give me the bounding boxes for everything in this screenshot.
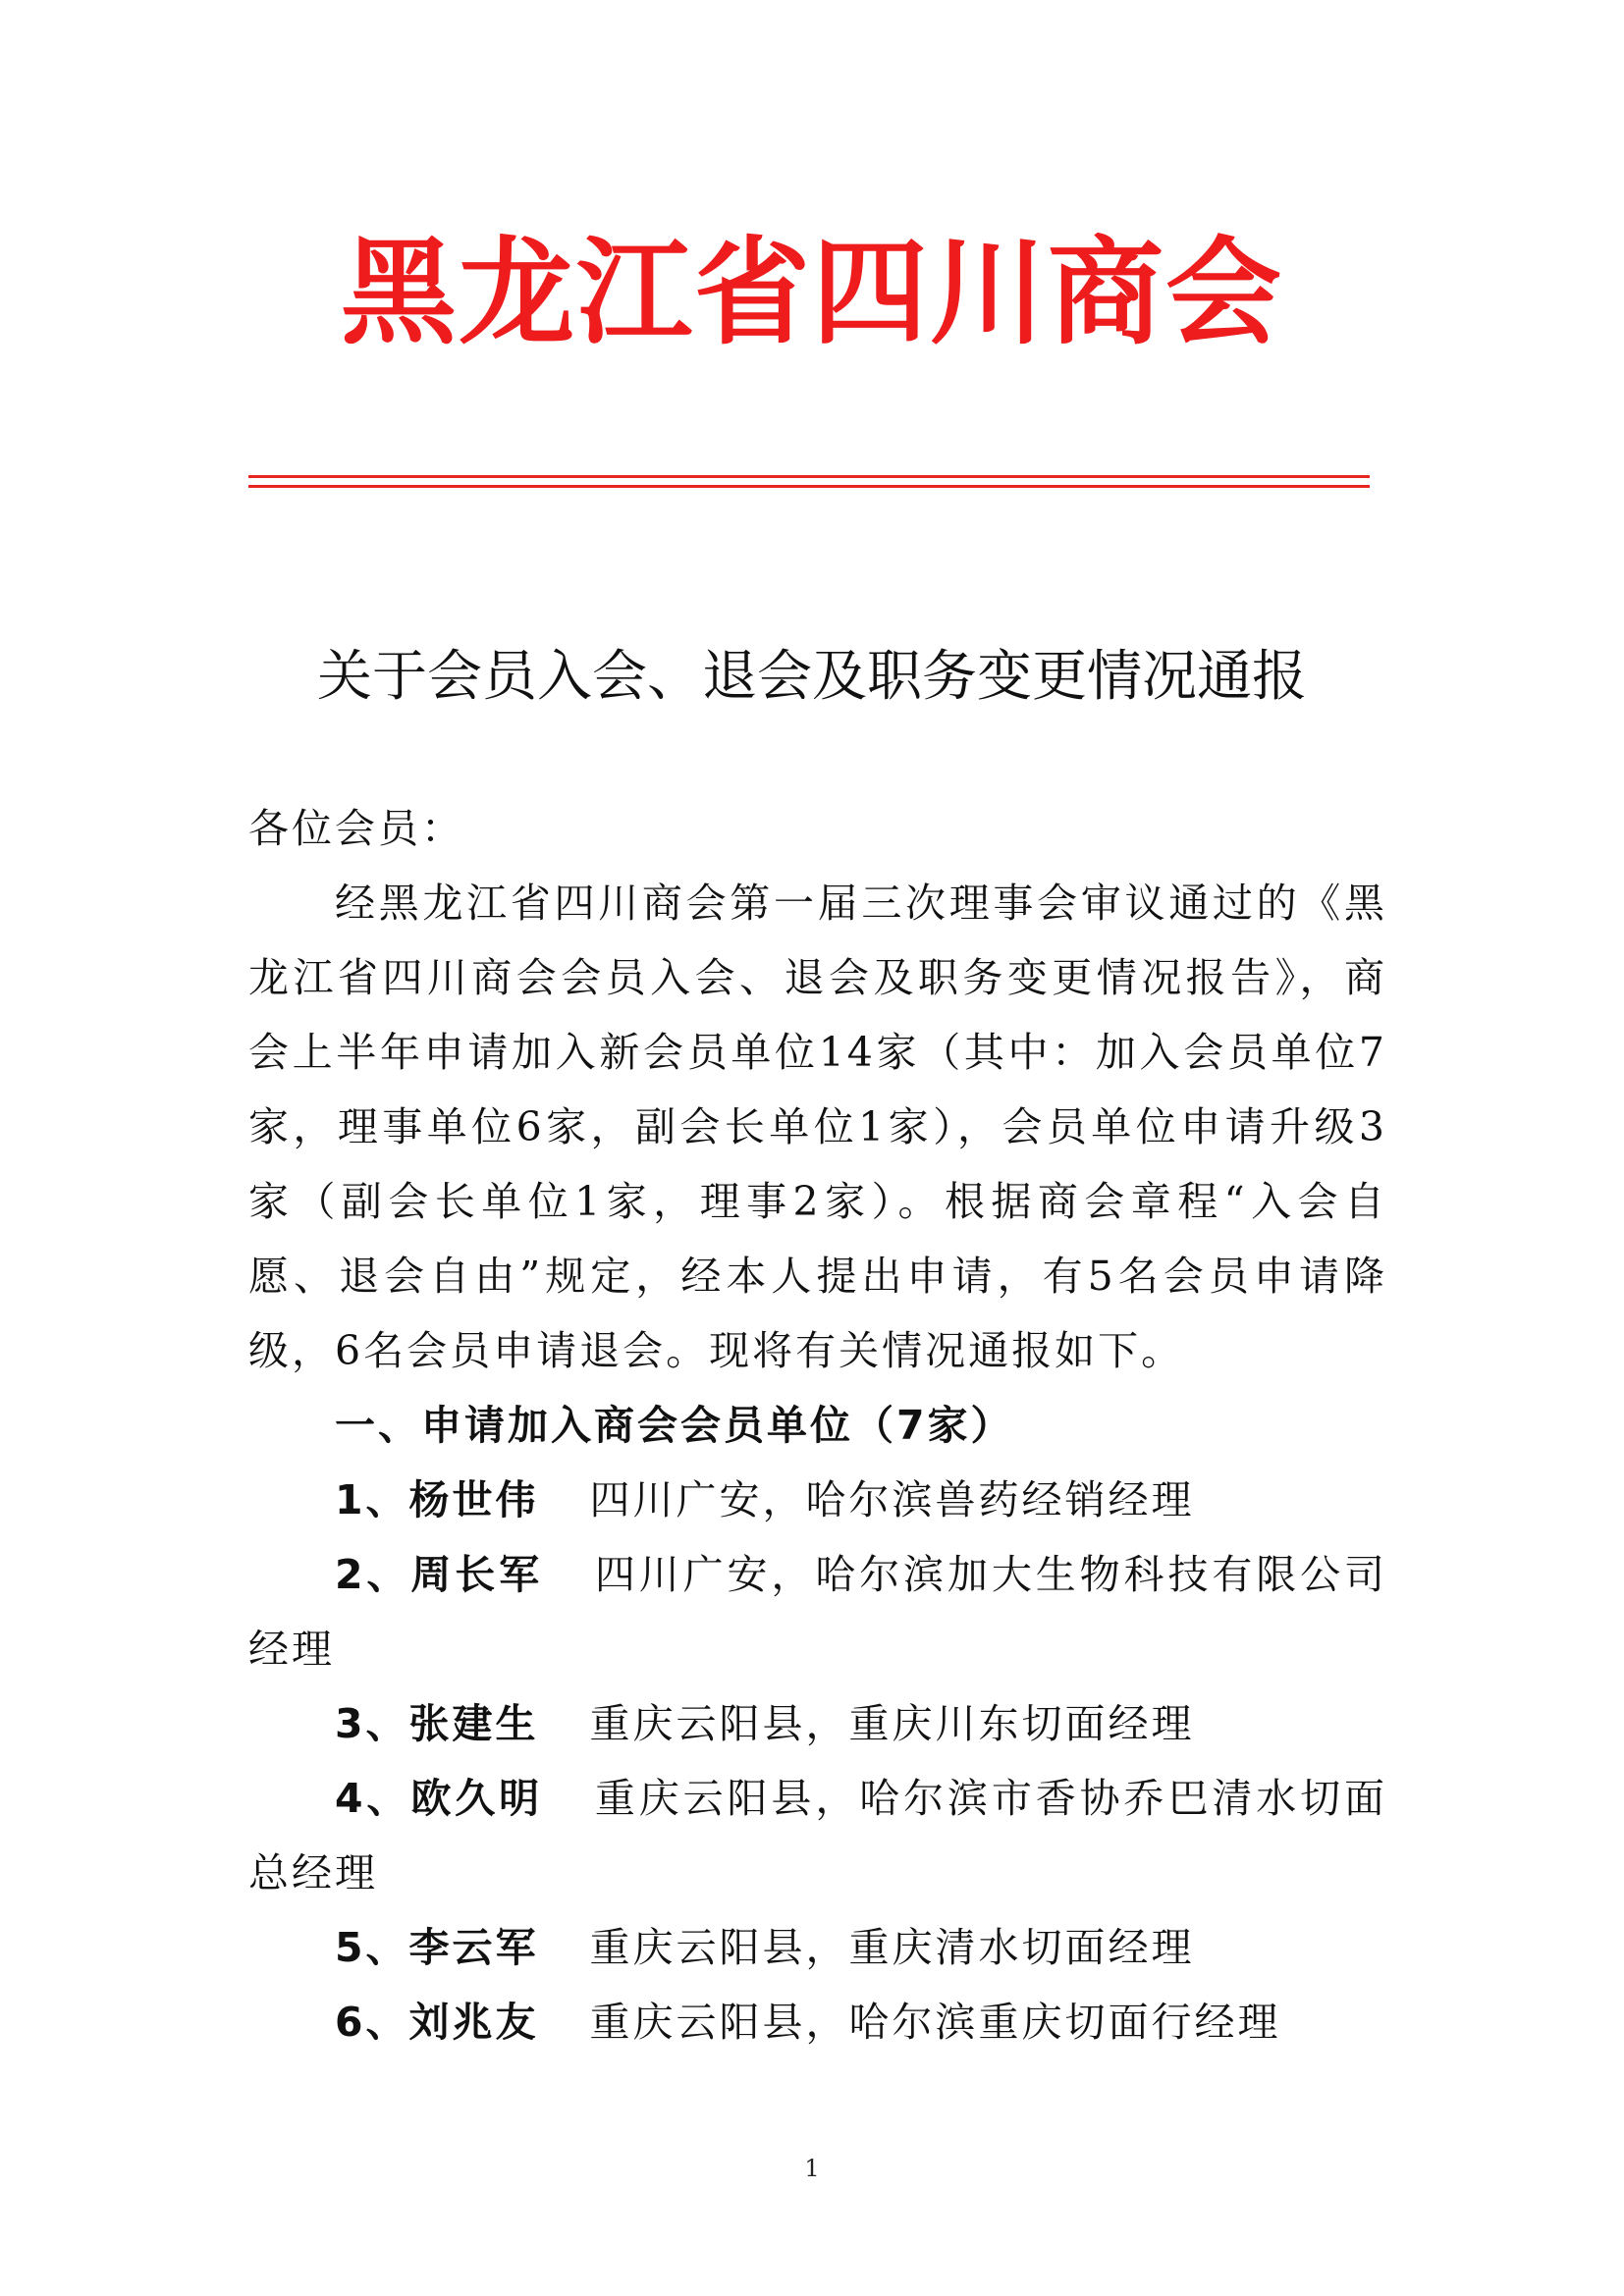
member-detail: 四川广安，哈尔滨兽药经销经理 xyxy=(589,1476,1195,1523)
member-name: 周长军 xyxy=(410,1551,543,1598)
member-name: 李云军 xyxy=(408,1924,539,1971)
member-index: 5、 xyxy=(335,1924,409,1971)
member-detail: 重庆云阳县，哈尔滨市香协乔巴清水切面总经理 xyxy=(248,1775,1388,1896)
organization-masthead: 黑龙江省四川商会 xyxy=(340,225,1283,360)
document-body xyxy=(248,791,1387,2059)
document-title: 关于会员入会、退会及职务变更情况通报 xyxy=(317,645,1307,709)
member-entry xyxy=(248,1910,1387,1985)
member-index: 4、 xyxy=(335,1775,411,1822)
member-index: 2、 xyxy=(335,1551,411,1598)
member-name: 刘兆友 xyxy=(408,1999,539,2046)
member-name: 张建生 xyxy=(408,1700,539,1747)
salutation: 各位会员： xyxy=(248,805,464,852)
masthead-rule-top xyxy=(248,475,1370,478)
member-index: 3、 xyxy=(335,1700,409,1747)
member-entry xyxy=(248,1985,1387,2059)
page-number: 1 xyxy=(804,2155,820,2182)
member-index: 1、 xyxy=(335,1476,409,1523)
member-detail: 重庆云阳县，哈尔滨重庆切面行经理 xyxy=(589,1999,1281,2046)
member-entry xyxy=(248,1686,1387,1761)
member-detail: 四川广安，哈尔滨加大生物科技有限公司经理 xyxy=(248,1551,1388,1673)
member-name: 杨世伟 xyxy=(408,1476,539,1523)
section-heading: 一、申请加入商会会员单位（7家） xyxy=(335,1402,1014,1449)
member-index: 6、 xyxy=(335,1999,409,2046)
member-detail: 重庆云阳县，重庆川东切面经理 xyxy=(589,1700,1195,1747)
member-entry xyxy=(248,1463,1387,1537)
member-entry xyxy=(248,1537,1387,1686)
member-detail: 重庆云阳县，重庆清水切面经理 xyxy=(589,1924,1195,1971)
intro-paragraph: 经黑龙江省四川商会第一届三次理事会审议通过的《黑龙江省四川商会会员入会、退会及职务变更情况报告》，商会上半年申请加入新会员单位14家（其中：加入会员单位7家，理事单位6家，副会长单位1家），会员单位申请升级3家（副会长单位1家，理事2家）。根据商会章程“入会自愿、退会自由”规定，经本人提出申请，有5名会员申请降级，6名会员申请退会。现将有关情况通报如下。 xyxy=(248,880,1387,1374)
member-entry xyxy=(248,1761,1387,1910)
member-name: 欧久明 xyxy=(410,1775,543,1822)
masthead-rule-bottom xyxy=(248,485,1370,488)
